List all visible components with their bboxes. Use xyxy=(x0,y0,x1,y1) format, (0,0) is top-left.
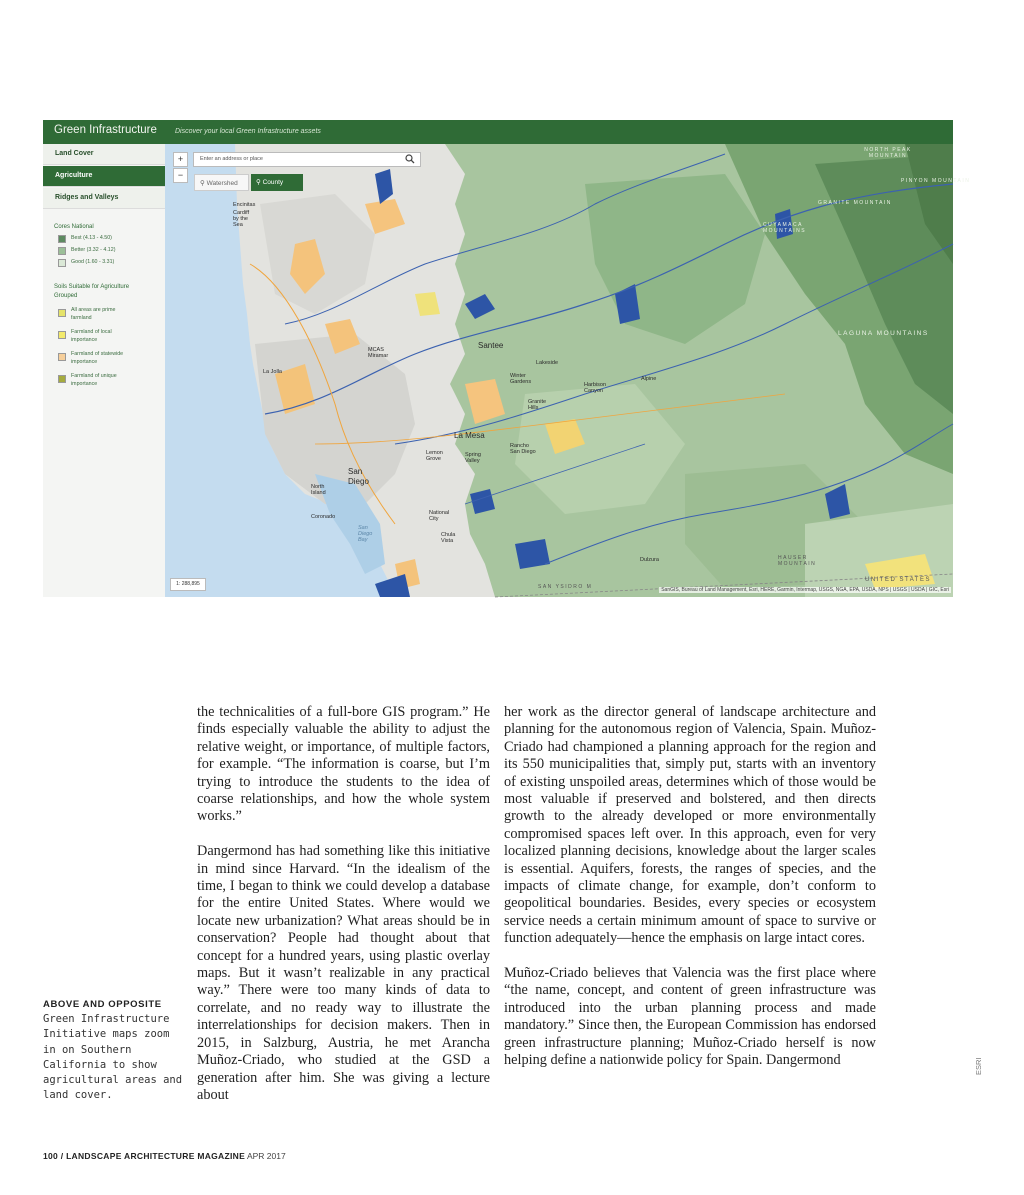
place-label: La Mesa xyxy=(454,431,485,440)
legend-item xyxy=(58,234,158,243)
paragraph: the technicalities of a full-bore GIS program.” He finds especially valuable the ability to adjust the relative weight, or importance, of multiple factors, for example. “The information is coarse, but I’m trying to introduce the students to the idea of coarse relationships, and how the whole system works.” xyxy=(197,704,490,825)
legend-swatch xyxy=(58,309,66,317)
tab-land-cover[interactable]: Land Cover xyxy=(43,144,165,165)
legend-item xyxy=(58,350,158,368)
place-label: Cardiff by the Sea xyxy=(233,210,250,228)
map-attribution: SanGIS, Bureau of Land Management, Esri, HERE, Garmin, Intermap, USGS, NGA, EPA, USDA, NPS | USGS | USDA | GIC, Esri xyxy=(661,587,949,593)
place-label: Rancho San Diego xyxy=(510,443,536,455)
place-label: LAGUNA MOUNTAINS xyxy=(838,330,929,337)
place-label: UNITED STATES xyxy=(865,577,931,583)
place-label: San Diego xyxy=(348,467,369,486)
place-label: Santee xyxy=(478,341,504,350)
paragraph: her work as the director general of landscape architecture and planning for the autonomous region of Valencia, Spain. Muñoz-Criado had championed a planning approach for the region and its 550 municipalities that, simply put, starts with an inventory of existing unspoiled areas, determines which of those would be most valuable if preserved and bolstered, and then directs growth to the already developed or more environmentally compromised spaces left over. In this approach, even for very localized planning decisions, knowledge about the larger scales is essential. Aquifers, forests, the ranges of species, and the impacts of climate change, for example, don’t conform to geopolitical boundaries. Besides, every species or ecosystem service needs a certain minimum amount of space to survive or function adequately—hence the emphasis on large intact cores. xyxy=(504,704,876,947)
legend-label: Farmland of unique importance xyxy=(71,373,117,387)
legend-cores-title: Cores National xyxy=(54,224,94,230)
map-canvas[interactable] xyxy=(165,144,953,597)
map-graphic xyxy=(165,144,953,597)
place-label: Lemon Grove xyxy=(426,450,443,462)
place-label: NORTH PEAK MOUNTAIN xyxy=(864,147,912,159)
side-panel xyxy=(43,144,166,597)
place-label: Winter Gardens xyxy=(510,373,532,385)
tab-agriculture[interactable]: Agriculture xyxy=(43,166,165,187)
place-label: Granite Hills xyxy=(528,399,547,411)
legend-label: Good (1.60 - 3.31) xyxy=(71,259,115,265)
legend-swatch xyxy=(58,375,66,383)
app-subtitle: Discover your local Green Infrastructure assets xyxy=(175,128,321,135)
place-label: Lakeside xyxy=(536,360,559,366)
legend-swatch xyxy=(58,331,66,339)
legend-item xyxy=(58,306,158,324)
app-title: Green Infrastructure xyxy=(54,124,157,136)
legend-item xyxy=(58,246,158,255)
place-label: Coronado xyxy=(311,514,336,520)
legend-label: Farmland of local importance xyxy=(71,329,112,343)
legend-item xyxy=(58,258,158,267)
app-header xyxy=(43,120,953,144)
place-label: HAUSER MOUNTAIN xyxy=(778,555,817,567)
page-folio xyxy=(43,1151,286,1161)
legend-label: Farmland of statewide importance xyxy=(71,351,124,365)
place-label: La Jolla xyxy=(263,369,282,375)
tab-ridges-valleys[interactable]: Ridges and Valleys xyxy=(43,188,165,209)
place-label: Spring Valley xyxy=(465,452,481,464)
scale-readout: 1: 288,895 xyxy=(170,578,206,591)
place-label: Alpine xyxy=(641,376,657,382)
place-label: SAN YSIDRO M xyxy=(538,584,593,590)
search-icon[interactable] xyxy=(405,154,415,164)
watershed-label: Watershed xyxy=(206,180,238,187)
place-label: PINYON MOUNTAIN xyxy=(901,178,971,184)
caption-text: Green Infrastructure Initiative maps zoom in on Southern California to show agricultural areas and land cover. xyxy=(43,1013,183,1102)
watershed-toggle[interactable] xyxy=(194,174,249,191)
folio-title: 100 / LANDSCAPE ARCHITECTURE MAGAZINE xyxy=(43,1151,246,1161)
zoom-in-button[interactable]: + xyxy=(173,152,188,167)
county-toggle[interactable] xyxy=(251,174,303,191)
search-input[interactable] xyxy=(193,152,421,167)
paragraph: Muñoz-Criado believes that Valencia was the first place where “the name, concept, and content of green infrastructure was introduced into the urban planning process and made mandatory.” Since then, the European Commission has endorsed green infrastructure planning; Muñoz-Criado herself is now helping define a nationwide policy for Spain. Dangermond xyxy=(504,965,876,1069)
legend-label: Better (3.32 - 4.12) xyxy=(71,247,116,253)
legend-swatch xyxy=(58,235,66,243)
folio-date: APR 2017 xyxy=(246,1151,286,1161)
place-label: San Diego Bay xyxy=(358,525,373,543)
article-column-left xyxy=(197,704,490,1104)
legend-swatch xyxy=(58,247,66,255)
legend-item xyxy=(58,372,158,390)
place-label: Harbison Canyon xyxy=(584,382,607,394)
place-label: CUYAMACA MOUNTAINS xyxy=(763,222,807,234)
figure-caption xyxy=(43,997,188,1103)
legend-item xyxy=(58,328,158,346)
legend-label: All areas are prime farmland xyxy=(71,307,116,321)
legend-swatch xyxy=(58,259,66,267)
zoom-icon: ⚲ xyxy=(200,180,205,187)
place-label: North Island xyxy=(311,484,326,496)
legend-swatch xyxy=(58,353,66,361)
map-figure xyxy=(43,120,971,597)
search-placeholder: Enter an address or place xyxy=(200,156,263,162)
place-label: Encinitas xyxy=(233,202,256,208)
place-label: MCAS Miramar xyxy=(368,347,389,359)
paragraph: Dangermond has had something like this initiative in mind since Harvard. “In the idealism of the time, I began to think we could develop a database for the entire United States. Where would we locate new urbanization? What areas should be in conservation? People had thought about that concept for a hundred years, using plastic overlay maps. But it wasn’t realizable in any practical way.” There were too many kinds of data to correlate, and no ready way to illustrate the interrelationships for decision makers. Then in 2015, in Salzburg, Austria, he met Arancha Muñoz-Criado, who studied at the GSD a generation after him. She was giving a lecture about xyxy=(197,843,490,1103)
zoom-out-button[interactable]: − xyxy=(173,168,188,183)
legend-soils-title: Soils Suitable for Agriculture Grouped xyxy=(54,284,130,299)
photo-credit: ESRI xyxy=(974,1057,983,1075)
caption-heading: ABOVE AND OPPOSITE xyxy=(43,999,162,1010)
legend-label: Best (4.13 - 4.50) xyxy=(71,235,112,241)
zoom-icon: ⚲ xyxy=(256,179,261,186)
county-label: County xyxy=(262,179,284,186)
place-label: Dulzura xyxy=(640,557,659,563)
article-column-right xyxy=(504,704,876,1070)
place-label: Chula Vista xyxy=(441,532,456,544)
place-label: National City xyxy=(429,510,450,522)
place-label: GRANITE MOUNTAIN xyxy=(818,200,892,206)
